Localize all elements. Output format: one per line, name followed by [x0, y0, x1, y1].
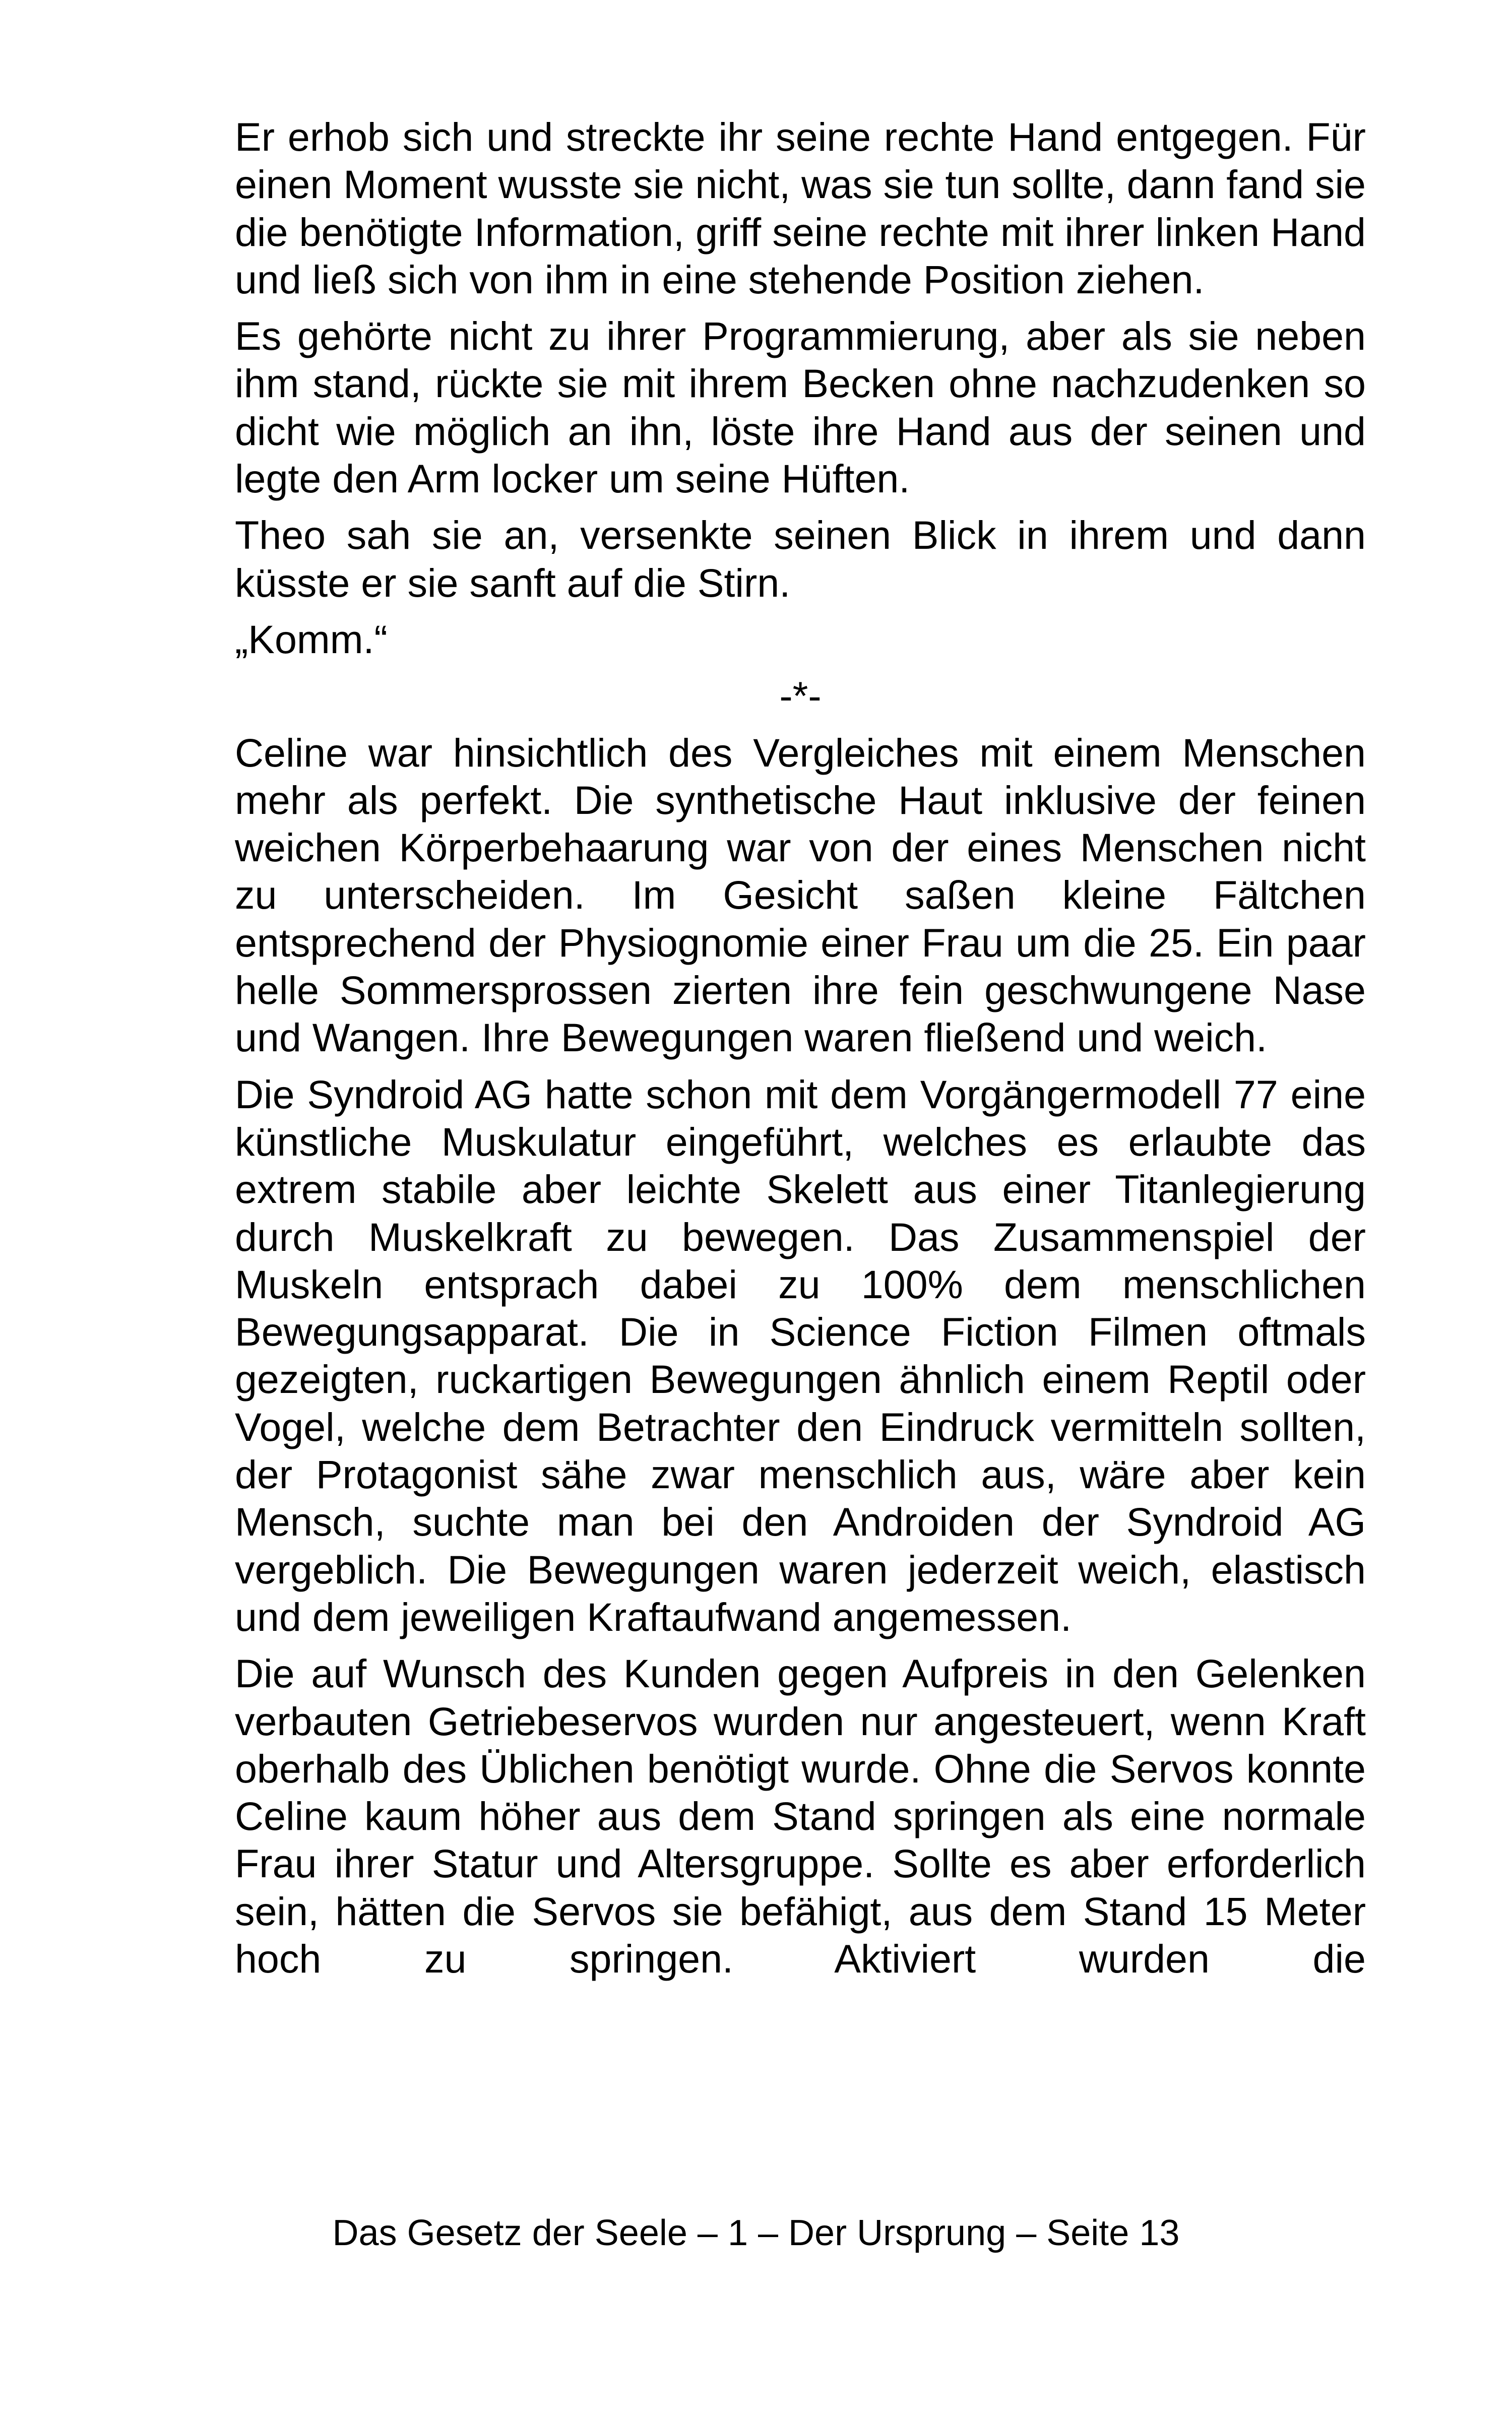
page-footer: Das Gesetz der Seele – 1 – Der Ursprung – Seite 13	[332, 2213, 1180, 2253]
body-text	[235, 113, 1366, 1992]
paragraph-4: „Komm.“	[235, 616, 388, 662]
paragraph-6: Die Syndroid AG hatte schon mit dem Vorgängermodell 77 eine künstliche Muskulatur eingeführt, welches es erlaubte das extrem stabile aber leichte Skelett aus einer Titanlegierung durch Muskelkraft zu bewegen. Das Zusammenspiel der Muskeln entsprach dabei zu 100% dem menschlichen Bewegungsapparat. Die in Science Fiction Filmen oftmals gezeigten, ruckartigen Bewegungen ähnlich einem Reptil oder Vogel, welche dem Betrachter den Eindruck vermitteln sollten, der Protagonist sähe zwar menschlich aus, wäre aber kein Mensch, suchte man bei den Androiden der Syndroid AG vergeblich. Die Bewegungen waren jederzeit weich, elastisch und dem jeweiligen Kraftaufwand angemessen.	[235, 1071, 1366, 1639]
paragraph-5: Celine war hinsichtlich des Vergleiches mit einem Menschen mehr als perfekt. Die synthetische Haut inklusive der feinen weichen Körperbehaarung war von der eines Menschen nicht zu unterscheiden. Im Gesicht saßen kleine Fältchen entsprechend der Physiognomie einer Frau um die 25. Ein paar helle Sommersprossen zierten ihre fein geschwungene Nase und Wangen. Ihre Bewegungen waren fließend und weich.	[235, 730, 1366, 1060]
paragraph-7: Die auf Wunsch des Kunden gegen Aufpreis in den Gelenken verbauten Getriebeservos wurden nur angesteuert, wenn Kraft oberhalb des Üblichen benötigt wurde. Ohne die Servos konnte Celine kaum höher aus dem Stand springen als eine normale Frau ihrer Statur und Altersgruppe. Sollte es aber erforderlich sein, hätten die Servos sie befähigt, aus dem Stand 15 Meter hoch zu springen. Aktiviert wurden die	[235, 1651, 1366, 1981]
section-separator: -*-	[779, 673, 822, 719]
paragraph-1: Er erhob sich und streckte ihr seine rechte Hand entgegen. Für einen Moment wusste sie nicht, was sie tun sollte, dann fand sie die benötigte Information, griff seine rechte mit ihrer linken Hand und ließ sich von ihm in eine stehende Position ziehen.	[235, 114, 1366, 302]
paragraph-2: Es gehörte nicht zu ihrer Programmierung, aber als sie neben ihm stand, rückte sie mit ihrem Becken ohne nachzudenken so dicht wie möglich an ihn, löste ihre Hand aus der seinen und legte den Arm locker um seine Hüften.	[235, 313, 1366, 501]
paragraph-3: Theo sah sie an, versenkte seinen Blick in ihrem und dann küsste er sie sanft auf die Stirn.	[235, 513, 1366, 605]
